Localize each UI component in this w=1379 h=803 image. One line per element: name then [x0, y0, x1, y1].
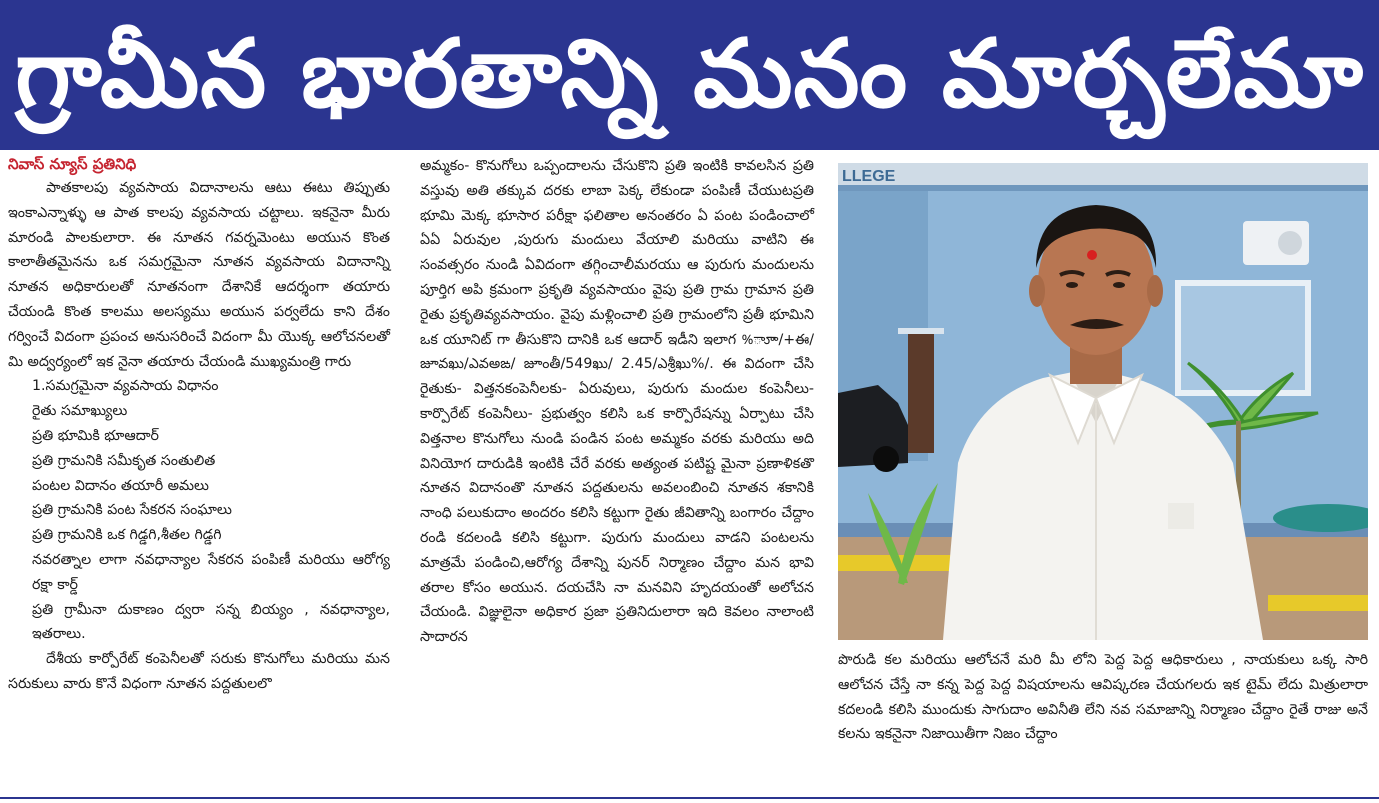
portrait-photo	[838, 163, 1368, 640]
building-sign: LLEGE	[842, 168, 896, 185]
list-item: పంటల విదానం తయారీ అమలు	[32, 477, 209, 494]
list-item: ప్రతి గ్రామనికి పంట సేకరన సంఘాలు	[32, 502, 232, 519]
column-2-text: అమ్మకం- కొనుగోలు ఒప్పందాలను చేసుకొని ప్రతి ఇంటికి కావలసిన ప్రతి వస్తువు అతి తక్కువ దరకు లాబా పెక్క లేకుండా పంపిణీ చేయుటప్రతి భూమి మెక్క భూసార పరీక్షా ఫలితాల అనంతరం ఏ పంట పండించాలో ఏఏ ఏరువుల ,పురుగు మందులు వేయాలి మరియు వాటిని ఈ సంవత్సరం నుండి ఏవిదంగా తగ్గించాలీమరయు ఆ పురుగు మందులను పూర్తిగ అపి క్రమంగా ప్రకృతి వ్యవసాయం వైపు ప్రతి గ్రామ గ్రామాన ప్రతి రైతు ప్రకృతివ్యవసాయం. వైపు మళ్లించాలి ప్రతి గ్రామంలోని ప్రతీ భూమిని ఒక యూనిట్ గా తీసుకొని దానికి ఒక ఆదార్ ఇడీని ఇలాగ %ాూా/+ఈ/జూవఖు/ఎవఅఙ/ జూంతీ/549ఖు/ 2.45/ఎశ్రీఖు%/. ఈ విదంగా చేసి రైతుకు- విత్తనకంపెనీలకు- ఏరువులు, పురుగు మందుల కంపెనీలు- కార్పొరేట్ కంపెనీలు- ప్రభుత్వం కలిసి ఒక కార్పొరేషన్ను ఏర్పాటు చేసి విత్తనాల కొనుగోలు నుండి పండిన పంట అమ్మకం వరకు మరియు అది వినియోగ దారుడికి ఇంటికి చేరే వరకు అత్యంత పటిష్ట మైనా ప్రణాళికతొ నూతన విదానంతొ నూతన పద్దతులను అవలంబించి నూతన శకానికి నాంధి పలుకుదాం అందరం కలిసి కట్టుగా రైతు జీవితాన్ని బంగారం చేద్దాం రండి కదలండి కలిసి కట్టుగా. పురుగు మందులు వాడని పంటలను మాత్రమే పండించి,ఆరోగ్య దేశాన్ని పునర్ నిర్మాణం చేద్దాం మన భావి తరాల కోసం అయున. దయచేసి నా మనవిని హృదయంతో అలోచన చేయండి. విజ్ఞులైనా అధికార ప్రజా ప్రతినిదులారా ఇది కెవలం నాలాంటి సాదారన	[420, 158, 814, 646]
headline: గ్రామీన భారతాన్ని మనం మార్చలేమా	[15, 20, 1364, 129]
list-item: ప్రతి భూమికి భూఆదార్	[32, 427, 159, 444]
article-column-2	[420, 154, 814, 650]
list-item: ప్రతి గ్రామనికి ఒక గిడ్డగి,శీతల గిడ్డగి	[32, 527, 222, 544]
list-item: రైతు సమాఖ్యులు	[32, 403, 128, 420]
list-item: 1.సమగ్రమైనా వ్యవసాయ విధానం	[32, 378, 219, 395]
caption-text: పొరుడి కల మరియు ఆలోచనే మరి మీ లోని పెద్ద పెద్ద ఆధికారులు , నాయకులు ఒక్క సారి ఆలోచన చేస్తే నా కన్న పెద్ద పెద్ద విషయాలను ఆవిష్కరణ చేయగలరు ఇక టైమ్ లేదు మిత్రులారా కదలండి కలిసి ముందుకు సాగుదాం అవినీతి లేని నవ సమాజాన్ని నిర్మాణం చేద్దాం రైతే రాజు అనే కలను ఇకనైనా నిజాయితీగా నిజం చేద్దాం	[838, 652, 1368, 743]
paragraph-dukanam: ప్రతి గ్రామీనా దుకాణం ద్వరా సన్న బియ్యం , నవధాన్యాల, ఇతరాలు.	[32, 601, 390, 643]
photo-illustration	[838, 163, 1368, 640]
list-item: ప్రతి గ్రామనికి సమీకృత సంతులిత	[32, 452, 216, 469]
intro-paragraph: పాతకాలపు వ్యవసాయ విదానాలను ఆటు ఈటు తిప్పుతు ఇంకాఎన్నాళ్ళు ఆ పాత కాలపు వ్యవసాయ చట్టాలు. ఇకనైనా మీరు మారండి పాలకులారా. ఈ నూతన గవర్నమెంటు అయున కొంత కాలాతీతమైనను ఒక సమగ్రమైనా నూతన వ్యవసాయ విదానాన్ని నూతన అధికారులతో నూతనంగా దేశానికే ఆదర్శంగా తయారు చేయండి కొంత కాలము అలస్యము అయున పర్వలేదు కాని దేశం గర్వించే విదంగా ప్రపంచ అనుసరించే విదంగా మీ యొక్క ఆలోచనలతో మి అద్వర్యంలో ఇక నైనా తయారు చేయండి ముఖ్యమంత్రి గారు	[8, 180, 390, 370]
bottom-rule	[0, 797, 1379, 799]
article-column-1	[8, 152, 390, 697]
headline-banner	[0, 0, 1379, 150]
paragraph-corporate: దేశీయ కార్పోరేట్ కంపెనీలతో సరుకు కొనుగోలు మరియు మన సరుకులు వారు కొనే విధంగా నూతన పద్దతులలొ	[8, 651, 390, 692]
byline: నివాస్ న్యూస్ ప్రతినిధి	[8, 155, 137, 173]
photo-caption	[838, 648, 1368, 747]
paragraph-navaratnalu: నవరత్నాల లాగా నవధాన్యాల సేకరన పంపిణీ మరియు ఆరోగ్య రక్షా కార్డ్	[32, 551, 390, 593]
